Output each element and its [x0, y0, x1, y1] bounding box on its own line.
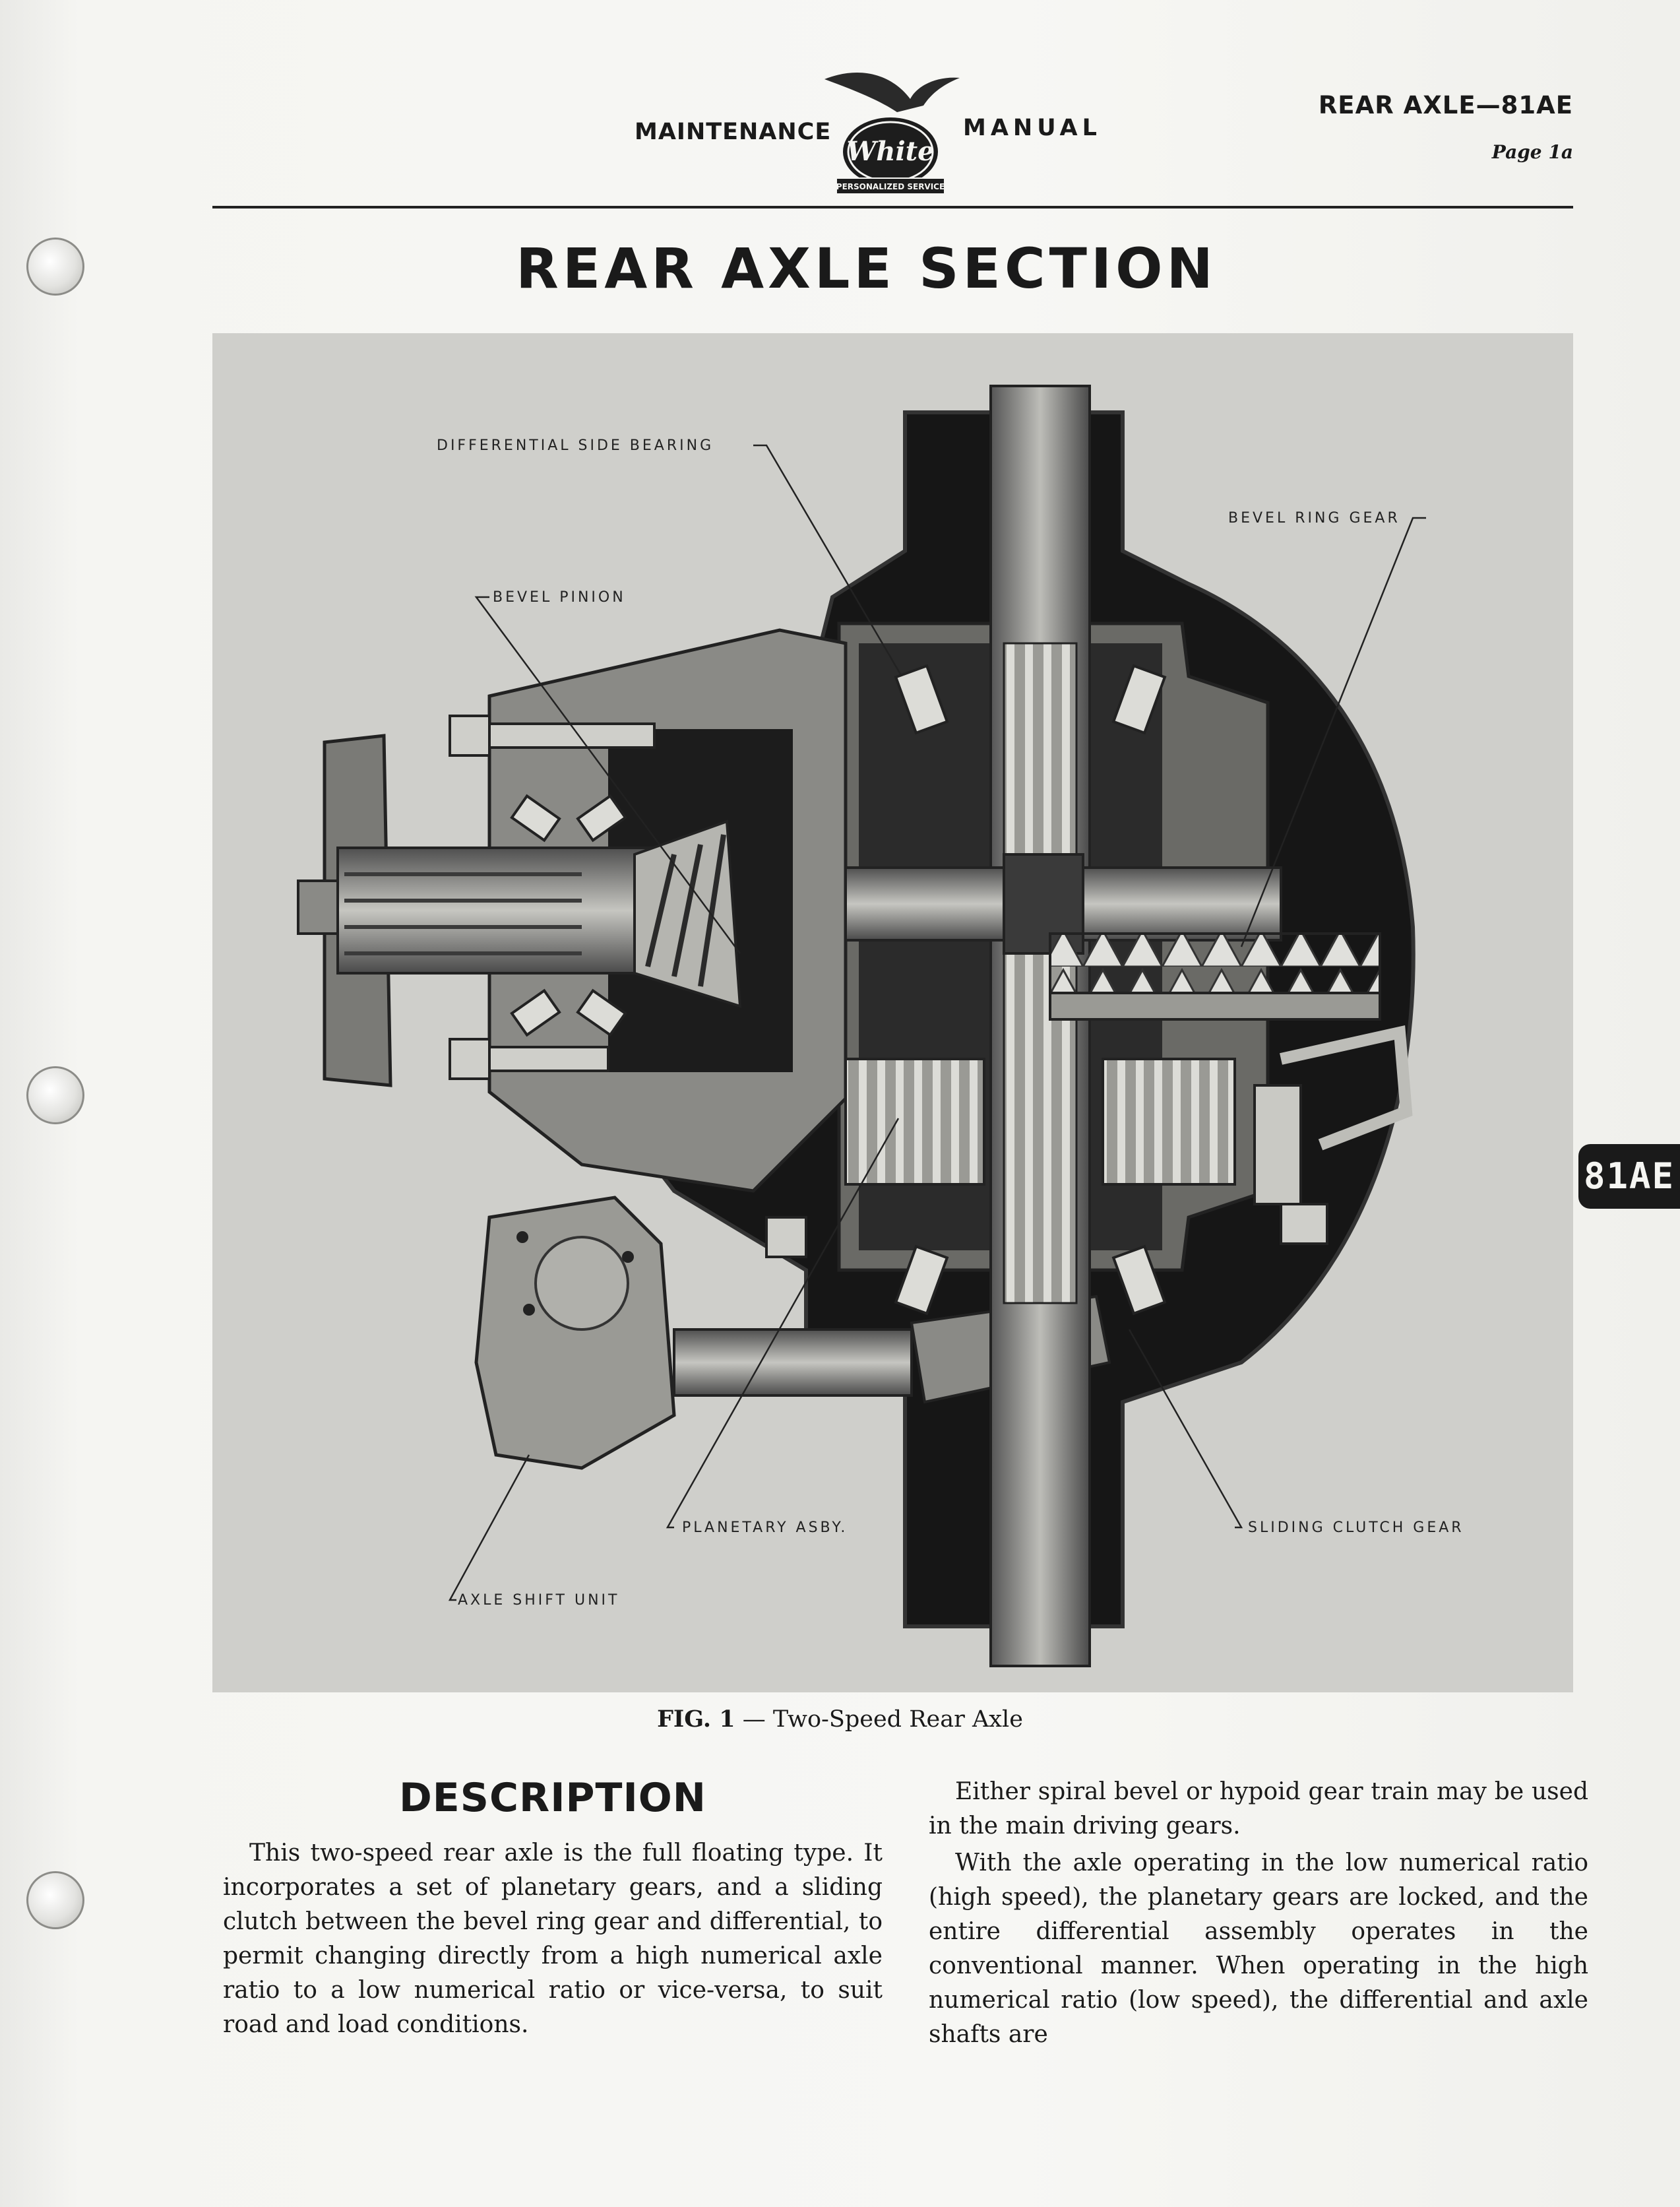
logo-text: White: [846, 136, 935, 167]
punch-hole-bottom: [26, 1871, 84, 1929]
callout-differential-side-bearing: DIFFERENTIAL SIDE BEARING: [437, 437, 714, 454]
page-title: REAR AXLE SECTION: [516, 236, 1217, 301]
white-logo-icon: [818, 66, 963, 198]
page-number: Page 1a: [1491, 141, 1573, 163]
axle-cutaway-figure: [212, 333, 1573, 1692]
logo-banner: PERSONALIZED SERVICE: [836, 182, 945, 191]
description-heading: DESCRIPTION: [398, 1775, 706, 1821]
figure-caption-label: FIG. 1: [657, 1706, 735, 1733]
description-left-column: [223, 1836, 883, 2042]
callout-bevel-pinion: BEVEL PINION: [493, 589, 626, 606]
figure-caption-text: — Two-Speed Rear Axle: [735, 1706, 1023, 1733]
description-paragraph-1: This two-speed rear axle is the full floating type. It incorporates a set of planetary gears, and a sliding clutch between the bevel ring gear and differential, to permit changing directly from a high numerical axle ratio to a low numerical ratio or vice-versa, to suit road and load conditions.: [223, 1839, 883, 2038]
axle-illustration: [212, 333, 1573, 1692]
header-rule: [212, 206, 1573, 208]
description-paragraph-2: Either spiral bevel or hypoid gear train may be used in the main driving gears.: [929, 1778, 1588, 1839]
description-right-column: [929, 1775, 1588, 2052]
callout-axle-shift-unit: AXLE SHIFT UNIT: [458, 1592, 620, 1609]
description-paragraph-3: With the axle operating in the low numerical ratio (high speed), the planetary gears are locked, and the entire differential assembly operates in the conventional manner. When operating in the high numerical ratio (low speed), the differential and axle shafts are: [929, 1849, 1588, 2048]
figure-caption: [0, 1706, 1680, 1733]
section-title: REAR AXLE—81AE: [1318, 91, 1573, 119]
section-tab: 81AE: [1578, 1144, 1680, 1209]
callout-sliding-clutch-gear: SLIDING CLUTCH GEAR: [1248, 1519, 1464, 1536]
callout-bevel-ring-gear: BEVEL RING GEAR: [1228, 510, 1400, 527]
callout-planetary-asby: PLANETARY ASBY.: [682, 1519, 848, 1536]
punch-hole-middle: [26, 1066, 84, 1124]
header-maintenance: MAINTENANCE: [635, 119, 832, 145]
header-manual: MANUAL: [963, 115, 1102, 141]
